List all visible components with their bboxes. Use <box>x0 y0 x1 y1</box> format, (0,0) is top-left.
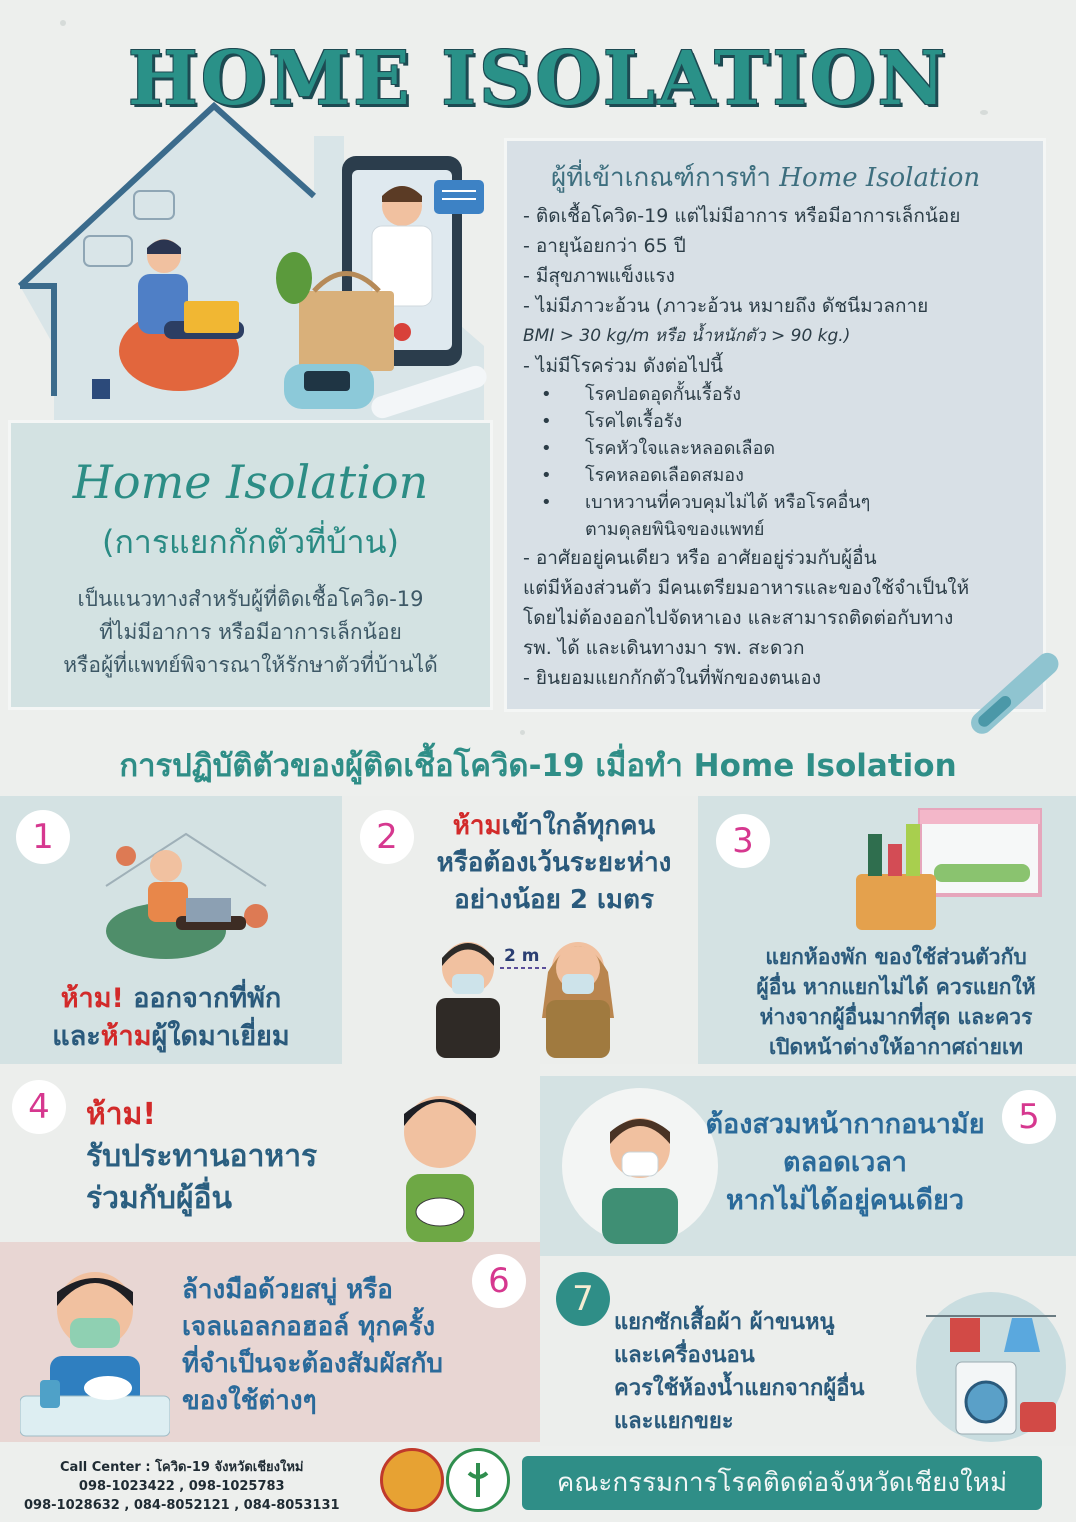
call-center-info <box>24 1458 340 1515</box>
disease-item: • โรคหลอดเลือดสมอง <box>523 462 1037 489</box>
step-text: ออกจากที่พัก <box>123 983 282 1014</box>
step-text: เข้าใกล้ทุกคน <box>501 811 656 841</box>
eating-alone-illustration <box>380 1082 500 1242</box>
intro-title: Home Isolation <box>72 455 429 509</box>
step-text: อย่างน้อย 2 เมตร <box>454 885 654 915</box>
disease-item: • โรคหัวใจและหลอดเลือด <box>523 435 1037 462</box>
step-text: ผู้อื่น หากแยกไม่ได้ ควรแยกให้ <box>756 975 1036 999</box>
step-number: 7 <box>556 1272 610 1326</box>
step-6-text <box>182 1272 443 1420</box>
criteria-title <box>551 157 980 198</box>
warning-word: ห้าม! <box>86 1097 157 1132</box>
step-text: ล้างมือด้วยสบู่ หรือ <box>182 1275 393 1305</box>
step-text: ผู้ใดมาเยี่ยม <box>151 1021 290 1052</box>
step-3-text <box>718 942 1074 1062</box>
distance-label: 2 m <box>504 946 540 966</box>
criteria-list <box>523 201 1037 693</box>
step-number: 4 <box>12 1080 66 1134</box>
step-text: หากไม่ได้อยู่คนเดียว <box>725 1185 965 1216</box>
stay-home-illustration <box>86 826 286 966</box>
step-number: 5 <box>1002 1090 1056 1144</box>
step-7-text <box>614 1306 865 1438</box>
living-item: แต่มีห้องส่วนตัว มีคนเตรียมอาหารและของใช้จำเป็นให้ <box>523 577 970 599</box>
step-text: ตลอดเวลา <box>783 1147 907 1178</box>
disease-item-cont: ตามดุลยพินิจของแพทย์ <box>585 519 765 540</box>
phone-numbers: 098-1028632 , 084-8052121 , 084-8053131 <box>24 1498 340 1513</box>
handwash-illustration <box>20 1260 170 1440</box>
warning-word: ห้าม! <box>60 983 124 1014</box>
criteria-item: - มีสุขภาพแข็งแรง <box>523 265 675 287</box>
criteria-item: - ติดเชื้อโควิด-19 แต่ไม่มีอาการ หรือมีอาการเล็กน้อย <box>523 205 961 227</box>
step-text: ร่วมกับผู้อื่น <box>86 1181 233 1216</box>
intro-subtitle: (การแยกกักตัวที่บ้าน) <box>102 523 399 561</box>
intro-line: ที่ไม่มีอาการ หรือมีอาการเล็กน้อย <box>99 620 402 644</box>
room-items-illustration <box>848 804 1048 934</box>
step-text: รับประทานอาหาร <box>86 1139 318 1174</box>
step-5-card <box>540 1076 1076 1256</box>
health-office-logo <box>446 1448 510 1512</box>
step-1-text <box>0 980 342 1056</box>
step-text: และแยกขยะ <box>614 1409 734 1434</box>
step-4-card <box>0 1064 540 1242</box>
step-text: แยกซักเสื้อผ้า ผ้าขนหนู <box>614 1310 835 1335</box>
warning-word: ห้าม <box>452 811 502 841</box>
living-item: - อาศัยอยู่คนเดียว หรือ อาศัยอยู่ร่วมกับผู้อื่น <box>523 547 877 569</box>
intro-description <box>21 583 480 682</box>
step-6-card <box>0 1242 540 1442</box>
section-title: การปฏิบัติตัวของผู้ติดเชื้อโควิด-19 เมื่อทำ Home Isolation <box>119 748 957 784</box>
step-text: และ <box>52 1021 101 1052</box>
criteria-item: BMI > 30 kg/m หรือ น้ำหนักตัว > 90 kg.) <box>523 326 851 346</box>
step-text: ต้องสวมหน้ากากอนามัย <box>705 1109 985 1140</box>
living-item: - ยินยอมแยกกักตัวในที่พักของตนเอง <box>523 667 821 689</box>
step-text: หรือต้องเว้นระยะห่าง <box>436 848 672 878</box>
intro-line: หรือผู้ที่แพทย์พิจารณาให้รักษาตัวที่บ้านได้ <box>63 653 438 677</box>
disease-item: • โรคปอดอุดกั้นเรื้อรัง <box>523 381 1037 408</box>
step-1-card <box>0 796 342 1064</box>
disease-item: • เบาหวานที่ควบคุมไม่ได้ หรือโรคอื่นๆ <box>523 489 1037 516</box>
page-title: HOME ISOLATION <box>127 36 949 122</box>
criteria-title-en: Home Isolation <box>779 163 981 193</box>
step-number: 3 <box>716 814 770 868</box>
step-3-card <box>698 796 1076 1064</box>
warning-word: ห้าม <box>100 1021 152 1052</box>
living-item: รพ. ได้ และเดินทางมา รพ. สะดวก <box>523 637 805 659</box>
step-text: และเครื่องนอน <box>614 1343 755 1368</box>
living-item: โดยไม่ต้องออกไปจัดหาเอง และสามารถติดต่อกับทาง <box>523 607 954 629</box>
laundry-illustration <box>916 1292 1066 1442</box>
disease-item: • โรคไตเรื้อรัง <box>523 408 1037 435</box>
step-7-card <box>540 1256 1076 1446</box>
step-number: 6 <box>472 1254 526 1308</box>
intro-line: เป็นแนวทางสำหรับผู้ที่ติดเชื้อโควิด-19 <box>77 587 424 611</box>
criteria-title-thai: ผู้ที่เข้าเกณฑ์การทำ <box>551 163 772 193</box>
criteria-item: - ไม่มีภาวะอ้วน (ภาวะอ้วน หมายถึง ดัชนีมวลกาย <box>523 295 929 317</box>
step-5-text <box>690 1106 1000 1220</box>
step-text: เจลแอลกอฮอล์ ทุกครั้ง <box>182 1312 436 1342</box>
step-text: ที่จำเป็นจะต้องสัมผัสกับ <box>182 1349 443 1379</box>
step-text: ควรใช้ห้องน้ำแยกจากผู้อื่น <box>614 1376 865 1401</box>
provincial-seal-logo <box>380 1448 444 1512</box>
intro-panel <box>8 420 493 710</box>
house-illustration <box>14 96 494 426</box>
step-text: แยกห้องพัก ของใช้ส่วนตัวกับ <box>765 945 1027 969</box>
step-4-text <box>86 1094 317 1220</box>
step-2-text <box>414 808 694 919</box>
criteria-item: - อายุน้อยกว่า 65 ปี <box>523 235 686 257</box>
step-number: 2 <box>360 810 414 864</box>
call-center-label: Call Center : โควิด-19 จังหวัดเชียงใหม่ <box>60 1460 304 1475</box>
criteria-item: - ไม่มีโรคร่วม ดังต่อไปนี้ <box>523 355 724 377</box>
step-number: 1 <box>16 810 70 864</box>
step-text: ห่างจากผู้อื่นมากที่สุด และควร <box>759 1005 1033 1029</box>
step-text: เปิดหน้าต่างให้อากาศถ่ายเท <box>769 1035 1023 1059</box>
step-2-card <box>342 796 698 1064</box>
phone-numbers: 098-1023422 , 098-1025783 <box>78 1479 285 1494</box>
criteria-panel <box>504 138 1046 712</box>
committee-banner: คณะกรรมการโรคติดต่อจังหวัดเชียงใหม่ <box>522 1456 1042 1510</box>
step-text: ของใช้ต่างๆ <box>182 1386 317 1416</box>
